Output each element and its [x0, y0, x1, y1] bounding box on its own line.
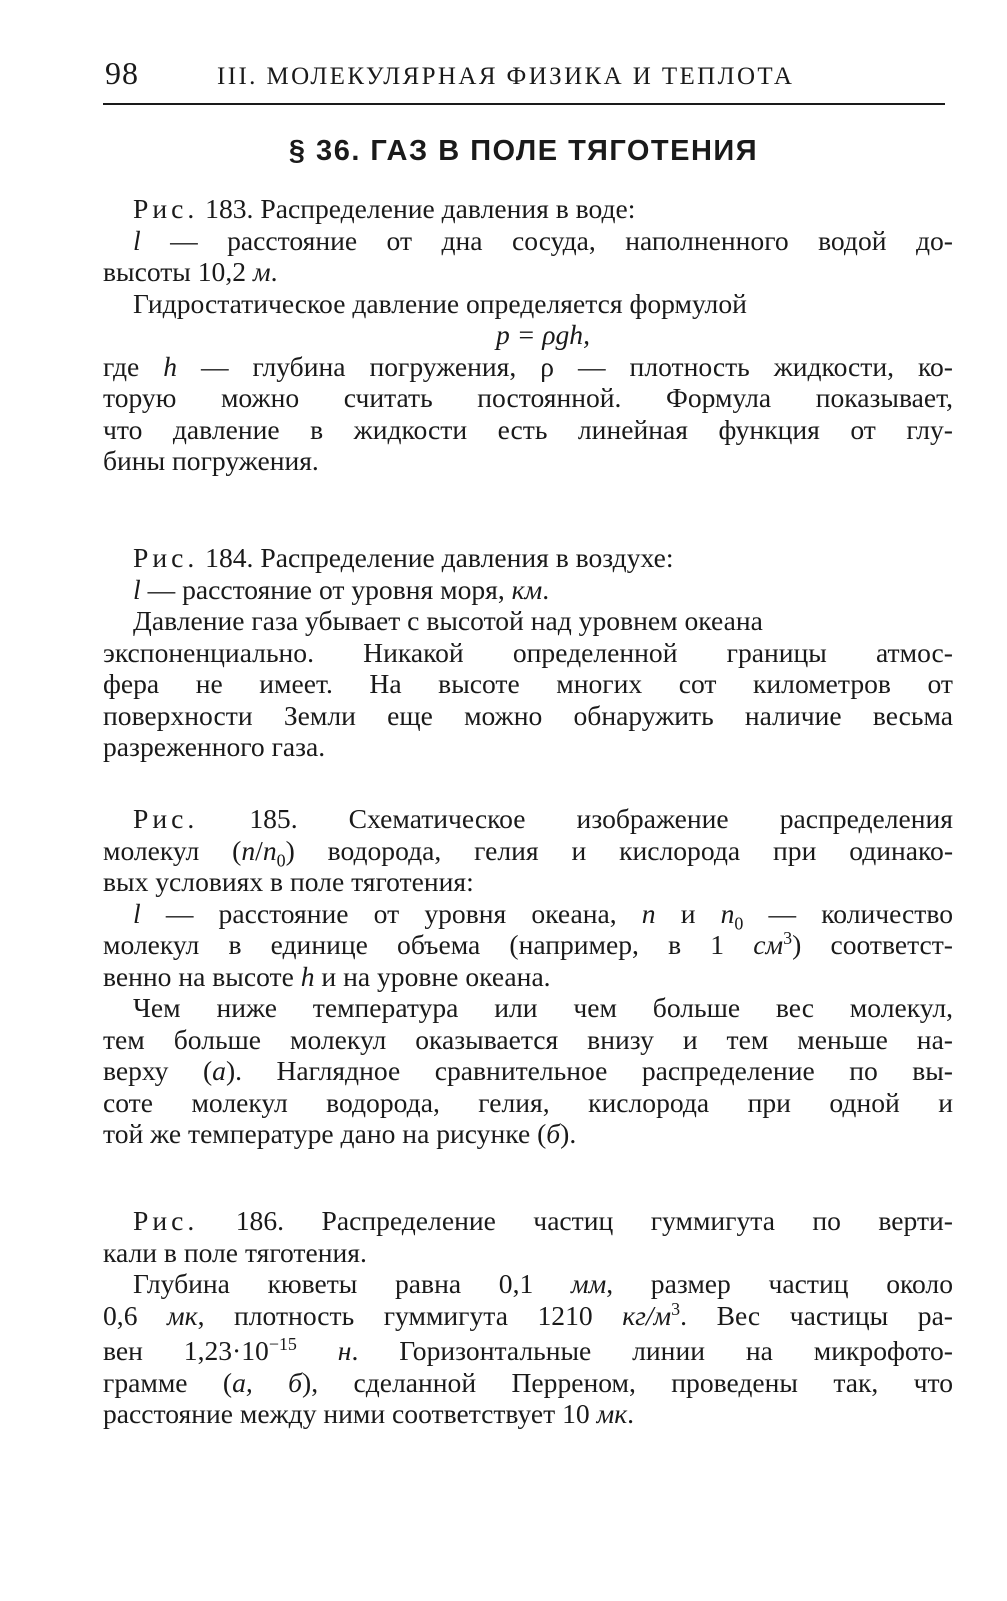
fig183-caption: Рис. 183. Распределение давления в воде: [133, 193, 636, 224]
fig186-paragraph-line1: Глубина кюветы равна 0,1 мм, размер частиц около [133, 1268, 953, 1299]
fig186-paragraph-line2: 0,6 мк, плотность гуммигута 1210 $кг/м^3$. Вес частицы ра- [103, 1298, 953, 1331]
header-rule [103, 103, 945, 105]
fig186-caption: Рис. 186. Распределение частиц гуммигута по верти- [133, 1205, 953, 1236]
running-head [105, 55, 945, 105]
fig186-paragraph-line3: вен $1,23\cdot 10^{-15}$ н. Горизонтальные линии на микрофото- [103, 1333, 953, 1366]
fig185-definition-line3: венно на высоте h и на уровне океана. [103, 960, 551, 992]
fig184-paragraph-line1: Давление газа убывает с высотой над уровнем океана [133, 605, 763, 636]
fig184-paragraph-line2: экспоненциально. Никакой определенной границы атмос- [103, 636, 953, 668]
fig185-paragraph-line1: Чем ниже температура или чем больше вес молекул, [133, 992, 953, 1023]
fig183-paragraph2-line4: бины погружения. [103, 445, 319, 476]
fig184-paragraph-line5: разреженного газа. [103, 731, 326, 762]
fig186-block [103, 1205, 953, 1430]
figure-label: Рис. [133, 542, 199, 573]
figure-label: Рис. [133, 193, 199, 224]
fig185-paragraph-line2: тем больше молекул оказывается внизу и тем меньше на- [103, 1023, 953, 1055]
page-number: 98 [105, 55, 139, 91]
fig184-paragraph-line4: поверхности Земли еще можно обнаружить наличие весьма [103, 699, 953, 731]
fig186-caption-line2: кали в поле тяготения. [103, 1236, 367, 1268]
fig185-caption-line2: молекул $(n/n_0)$ водорода, гелия и кислорода при одинако- [103, 834, 954, 871]
fig184-caption-line2: l — расстояние от уровня моря, км. [133, 573, 550, 605]
fig185-paragraph-line3: верху (а). Наглядное сравнительное распределение по вы- [103, 1055, 953, 1086]
section-title: § 36. ГАЗ В ПОЛЕ ТЯГОТЕНИЯ [288, 135, 759, 167]
running-title: III. МОЛЕКУЛЯРНАЯ ФИЗИКА И ТЕПЛОТА [217, 63, 795, 90]
fig185-definition-line1: l — расстояние от уровня океана, n и $n_0$ — количество [133, 897, 953, 934]
symbol-l: l [133, 897, 141, 929]
fig184-caption: Рис. 184. Распределение давления в воздухе: [133, 542, 674, 573]
fig183-paragraph2-line1: где h — глубина погружения, ρ — плотность жидкости, ко- [103, 350, 953, 382]
symbol-l: l [133, 224, 141, 256]
fig185-definition-line2: молекул в единице объема (например, в 1 $см^3$) соответст- [103, 927, 953, 960]
formula: p = ρgh, [496, 319, 590, 350]
fig185-block [103, 803, 953, 1150]
fig185-paragraph-line4: соте молекул водорода, гелия, кислорода при одной и [103, 1086, 953, 1118]
fig183-paragraph2-line2: торую можно считать постоянной. Формула показывает, [103, 382, 953, 413]
fig184-paragraph-line3: фера не имеет. На высоте многих сот километров от [103, 668, 953, 699]
fig185-caption: Рис. 185. Схематическое изображение распределения [133, 803, 953, 834]
fig185-paragraph-line5: той же температуре дано на рисунке (б). [103, 1118, 577, 1149]
fig183-block [103, 193, 953, 477]
fig183-caption-line3: высоты 10,2 м. [103, 256, 278, 287]
figure-label: Рис. [133, 1205, 199, 1236]
fig185-caption-line3: вых условиях в поле тяготения: [103, 866, 474, 897]
fig183-paragraph2-line3: что давление в жидкости есть линейная функция от глу- [103, 413, 953, 445]
fig184-block [103, 542, 953, 763]
fig186-paragraph-line5: расстояние между ними соответствует 10 мк. [103, 1398, 635, 1429]
fig186-paragraph-line4: грамме (а, б), сделанной Перреном, проведены так, что [103, 1366, 953, 1398]
fig183-caption-line2: l — расстояние от дна сосуда, наполненного водой до- [133, 224, 953, 256]
fig183-paragraph-line1: Гидростатическое давление определяется формулой [133, 287, 747, 319]
figure-label: Рис. [133, 803, 199, 834]
symbol-l: l [133, 573, 141, 605]
